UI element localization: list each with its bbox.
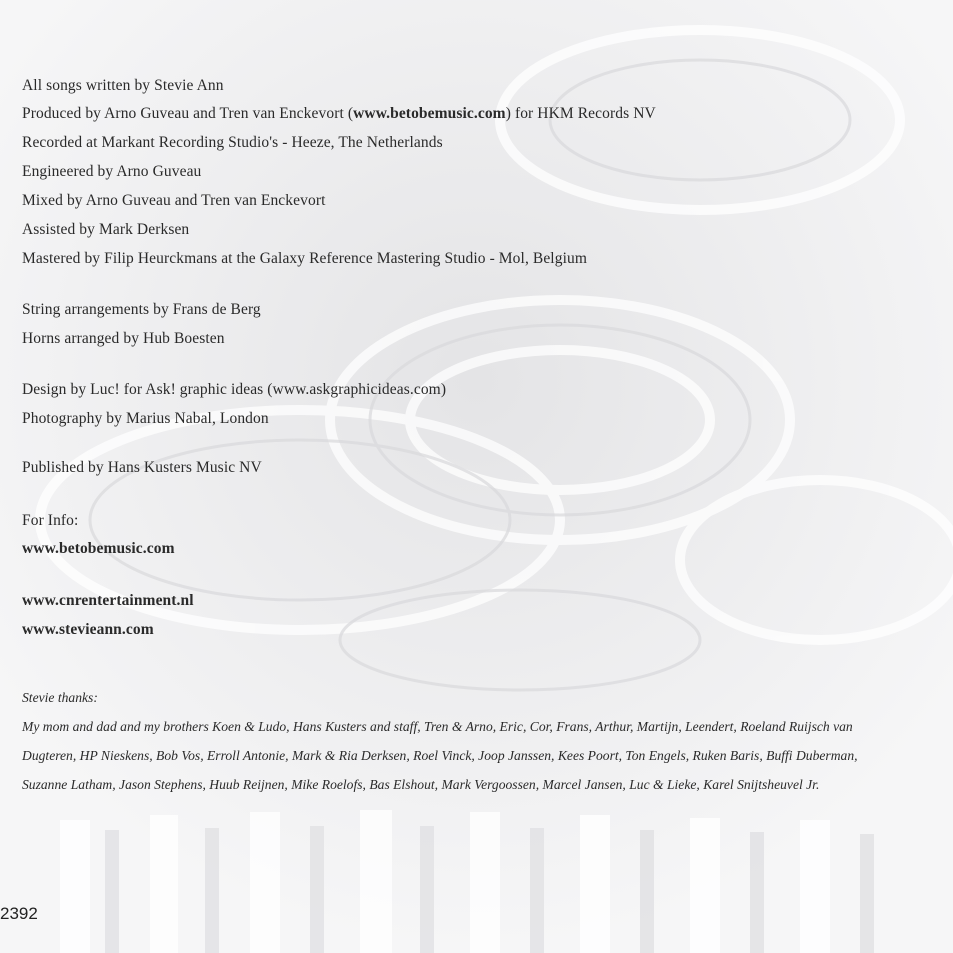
- credit-horns: Horns arranged by Hub Boesten: [22, 330, 225, 347]
- thanks-heading: Stevie thanks:: [22, 690, 98, 705]
- credit-photography: Photography by Marius Nabal, London: [22, 410, 269, 427]
- credit-strings: String arrangements by Frans de Berg: [22, 301, 261, 318]
- info-link[interactable]: www.stevieann.com: [22, 621, 154, 638]
- credit-songwriter: All songs written by Stevie Ann: [22, 77, 224, 94]
- credit-design: Design by Luc! for Ask! graphic ideas (www.askgraphicideas.com): [22, 381, 447, 398]
- credit-producer-pre: Produced by Arno Guveau and Tren van Enckevort (: [22, 105, 354, 122]
- thanks-text: My mom and dad and my brothers Koen & Ludo, Hans Kusters and staff, Tren & Arno, Eric, Cor, Frans, Arthur, Martijn, Leendert, Roeland Ruijsch van Dugteren, HP Nieskens, Bob Vos, Erroll Antonie, Mark & Ria Derksen, Roel Vinck, Joop Janssen, Kees Poort, Ton Engels, Ruken Baris, Buffi Duberman, Suzanne Latham, Jason Stephens, Huub Reijnen, Mike Roelofs, Bas Elshout, Mark Vergoossen, Marcel Jansen, Luc & Lieke, Karel Snijtsheuvel Jr.: [22, 719, 858, 792]
- info-link[interactable]: www.cnrentertainment.nl: [22, 592, 194, 609]
- credit-engineered: Engineered by Arno Guveau: [22, 163, 202, 180]
- credit-mastered: Mastered by Filip Heurckmans at the Galaxy Reference Mastering Studio - Mol, Belgium: [22, 250, 587, 267]
- credit-published: Published by Hans Kusters Music NV: [22, 459, 262, 476]
- catalog-code: 2392: [0, 904, 38, 923]
- info-label: For Info:: [22, 512, 79, 529]
- credit-assisted: Assisted by Mark Derksen: [22, 221, 190, 238]
- credit-producer-post: ) for HKM Records NV: [505, 105, 656, 122]
- info-link[interactable]: www.betobemusic.com: [22, 540, 175, 557]
- credit-producer: [22, 104, 656, 124]
- credit-producer-link[interactable]: www.betobemusic.com: [353, 105, 506, 122]
- credit-mixed: Mixed by Arno Guveau and Tren van Enckevort: [22, 192, 326, 209]
- credit-recorded: Recorded at Markant Recording Studio's - Heeze, The Netherlands: [22, 134, 443, 151]
